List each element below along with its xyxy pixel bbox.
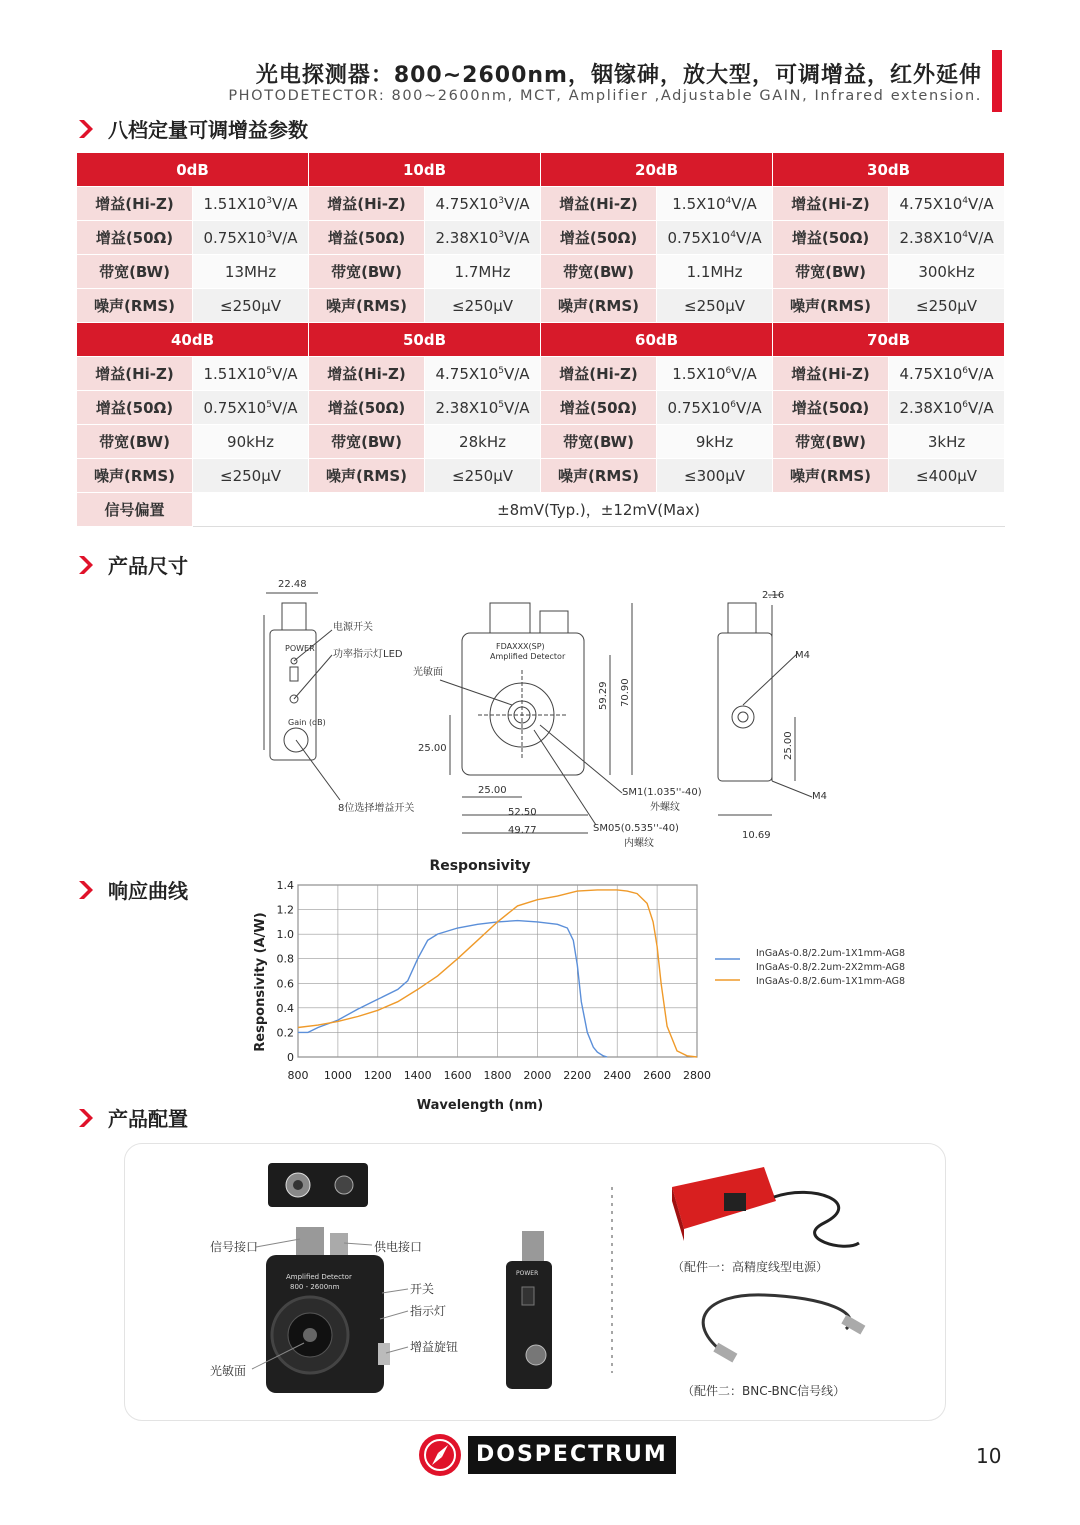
value-unit: V/A xyxy=(736,398,762,417)
label-sm05: SM05(0.535''-40) xyxy=(593,823,679,834)
label-gain-switch: 8位选择增益开关 xyxy=(338,803,415,814)
y-tick-label: 0.8 xyxy=(276,952,294,966)
row-label: 增益(Hi-Z) xyxy=(309,357,425,391)
row-value xyxy=(657,391,773,425)
value-unit: V/A xyxy=(968,364,994,383)
row-label: 增益(50Ω) xyxy=(541,221,657,255)
bnc-connector xyxy=(282,603,306,630)
chart-grid xyxy=(298,885,697,1057)
row-value xyxy=(657,187,773,221)
value-mantissa: 2.38X10 xyxy=(899,228,963,247)
row-value xyxy=(425,357,541,391)
row-label: 噪声(RMS) xyxy=(77,289,193,323)
gain-band-header: 60dB xyxy=(541,323,773,357)
side-power-label: POWER xyxy=(516,1270,539,1277)
row-value: 28kHz xyxy=(425,425,541,459)
row-value: 9kHz xyxy=(657,425,773,459)
value-mantissa: 1.5X10 xyxy=(672,194,726,213)
label-signal-port: 信号接口 xyxy=(210,1240,259,1254)
legend-entry: InGaAs-0.8/2.2um-1X1mm-AG8 xyxy=(756,948,906,959)
page-subtitle: PHOTODETECTOR: 800~2600nm, MCT, Amplifier ,Adjustable GAIN, Infrared extension. xyxy=(228,88,982,104)
row-label: 噪声(RMS) xyxy=(773,459,889,493)
value-exponent: 5 xyxy=(498,399,504,410)
value-exponent: 3 xyxy=(266,229,272,240)
row-label: 带宽(BW) xyxy=(773,255,889,289)
row-value xyxy=(193,187,309,221)
row-label: 带宽(BW) xyxy=(309,255,425,289)
power-switch xyxy=(290,667,298,681)
dim-25-left: 25.00 xyxy=(418,743,447,754)
dim-25-bottom: 25.00 xyxy=(478,785,507,796)
gain-band-header: 0dB xyxy=(77,153,309,187)
row-label: 噪声(RMS) xyxy=(773,289,889,323)
row-label: 信号偏置 xyxy=(77,493,193,527)
dim-22-48: 22.48 xyxy=(278,579,307,590)
y-tick-label: 0.6 xyxy=(276,977,294,991)
chart-title: Responsivity xyxy=(429,858,531,874)
row-label: 带宽(BW) xyxy=(541,255,657,289)
chevron-right-icon xyxy=(76,879,98,901)
label-sensor-face: 光敏面 xyxy=(210,1364,247,1378)
front-brand-text: FDAXXX(SP) xyxy=(496,642,545,651)
y-tick-label: 1.0 xyxy=(276,928,294,942)
row-value: 3kHz xyxy=(889,425,1005,459)
x-tick-label: 1600 xyxy=(443,1069,472,1082)
row-label: 带宽(BW) xyxy=(77,255,193,289)
row-value: 90kHz xyxy=(193,425,309,459)
label-int-thread: 内螺纹 xyxy=(624,838,654,849)
chart-xlabel: Wavelength (nm) xyxy=(416,1098,544,1113)
value-unit: V/A xyxy=(271,194,298,213)
row-value: ≤250μV xyxy=(193,289,309,323)
device-side xyxy=(506,1261,552,1389)
value-exponent: 4 xyxy=(730,229,736,240)
row-value: ≤250μV xyxy=(425,289,541,323)
value-unit: V/A xyxy=(271,364,298,383)
brand-logo xyxy=(418,1434,676,1476)
x-tick-label: 2000 xyxy=(523,1069,552,1082)
row-label: 带宽(BW) xyxy=(77,425,193,459)
side-power-text: POWER xyxy=(285,644,315,653)
section-title: 产品尺寸 xyxy=(108,554,188,578)
chevron-right-icon xyxy=(76,1107,98,1129)
offset-value: ±8mV(Typ.)，±12mV(Max) xyxy=(193,493,1005,527)
front-bnc xyxy=(490,603,530,633)
y-tick-label: 0.4 xyxy=(276,1001,294,1015)
chart-legend xyxy=(715,948,905,987)
row-value: ≤400μV xyxy=(889,459,1005,493)
row-label: 增益(Hi-Z) xyxy=(773,357,889,391)
row-label: 增益(50Ω) xyxy=(541,391,657,425)
value-exponent: 3 xyxy=(266,195,272,206)
dimension-drawing xyxy=(250,575,840,855)
row-value: 300kHz xyxy=(889,255,1005,289)
value-exponent: 5 xyxy=(266,399,272,410)
power-connector xyxy=(330,1233,348,1257)
label-power-led: 功率指示灯LED xyxy=(333,649,403,660)
value-mantissa: 2.38X10 xyxy=(899,398,963,417)
x-tick-label: 1000 xyxy=(323,1069,352,1082)
row-label: 增益(50Ω) xyxy=(773,391,889,425)
value-exponent: 3 xyxy=(498,195,504,206)
row-label: 增益(Hi-Z) xyxy=(773,187,889,221)
row-value: 1.7MHz xyxy=(425,255,541,289)
row-label: 增益(Hi-Z) xyxy=(77,357,193,391)
value-exponent: 5 xyxy=(266,365,272,376)
value-exponent: 6 xyxy=(725,365,732,376)
dim-2-16: 2.16 xyxy=(762,590,785,601)
legend-entry: InGaAs-0.8/2.6um-1X1mm-AG8 xyxy=(756,976,906,987)
row-value xyxy=(425,187,541,221)
value-exponent: 4 xyxy=(962,195,969,206)
value-mantissa: 0.75X10 xyxy=(203,228,267,247)
row-label: 噪声(RMS) xyxy=(541,459,657,493)
value-unit: V/A xyxy=(503,398,530,417)
label-sensor-face: 光敏面 xyxy=(413,667,443,678)
value-unit: V/A xyxy=(503,364,530,383)
row-label: 增益(50Ω) xyxy=(309,221,425,255)
row-value xyxy=(193,221,309,255)
label-indicator: 指示灯 xyxy=(410,1304,447,1318)
label-m4-top: M4 xyxy=(795,650,810,661)
row-value xyxy=(657,221,773,255)
page-title: 光电探测器：800~2600nm，铟镓砷，放大型，可调增益，红外延伸 xyxy=(255,63,982,88)
front-model-text: Amplified Detector xyxy=(490,652,566,661)
legend-entry: InGaAs-0.8/2.2um-2X2mm-AG8 xyxy=(756,962,906,973)
bnc-cable-accessory xyxy=(703,1295,865,1363)
value-unit: V/A xyxy=(271,228,298,247)
x-tick-label: 800 xyxy=(287,1069,309,1082)
section-config xyxy=(76,1103,188,1132)
row-value: ≤250μV xyxy=(425,459,541,493)
right-view-body xyxy=(718,633,772,781)
x-tick-label: 1400 xyxy=(403,1069,432,1082)
chevron-right-icon xyxy=(76,118,98,140)
gain-band-header: 10dB xyxy=(309,153,541,187)
row-label: 噪声(RMS) xyxy=(541,289,657,323)
dim-59-29: 59.29 xyxy=(598,681,609,710)
gain-band-header: 50dB xyxy=(309,323,541,357)
label-accessory-2: （配件二：BNC-BNC信号线） xyxy=(682,1384,846,1398)
row-label: 增益(50Ω) xyxy=(773,221,889,255)
header-accent-bar xyxy=(992,50,1002,112)
device-label: Amplified Detector xyxy=(286,1273,352,1281)
value-exponent: 4 xyxy=(725,195,732,206)
value-exponent: 6 xyxy=(962,365,969,376)
value-unit: V/A xyxy=(968,194,994,213)
y-tick-label: 1.2 xyxy=(276,903,294,917)
row-label: 带宽(BW) xyxy=(309,425,425,459)
label-switch: 开关 xyxy=(410,1282,435,1296)
value-unit: V/A xyxy=(968,398,994,417)
row-label: 增益(Hi-Z) xyxy=(309,187,425,221)
row-label: 噪声(RMS) xyxy=(309,289,425,323)
row-label: 带宽(BW) xyxy=(773,425,889,459)
row-value: ≤300μV xyxy=(657,459,773,493)
x-tick-label: 1200 xyxy=(363,1069,392,1082)
row-value xyxy=(889,357,1005,391)
row-label: 增益(50Ω) xyxy=(309,391,425,425)
row-value xyxy=(889,221,1005,255)
row-value xyxy=(193,357,309,391)
label-ext-thread: 外螺纹 xyxy=(650,802,680,813)
value-mantissa: 0.75X10 xyxy=(667,228,731,247)
y-tick-label: 0 xyxy=(287,1051,294,1064)
value-unit: V/A xyxy=(503,194,530,213)
row-label: 噪声(RMS) xyxy=(309,459,425,493)
value-mantissa: 4.75X10 xyxy=(435,364,499,383)
x-tick-label: 1800 xyxy=(483,1069,512,1082)
logo-text: DOSPECTRUM xyxy=(468,1436,676,1474)
label-gain-knob: 增益旋钮 xyxy=(410,1340,459,1354)
value-mantissa: 2.38X10 xyxy=(435,398,499,417)
label-m4-bottom: M4 xyxy=(812,791,827,802)
row-value xyxy=(889,187,1005,221)
value-mantissa: 0.75X10 xyxy=(667,398,731,417)
x-tick-label: 2200 xyxy=(563,1069,592,1082)
value-mantissa: 1.5X10 xyxy=(672,364,726,383)
row-value: ≤250μV xyxy=(193,459,309,493)
power-supply-accessory xyxy=(672,1167,859,1246)
dim-25-right: 25.00 xyxy=(783,731,794,760)
value-exponent: 5 xyxy=(498,365,504,376)
x-tick-label: 2400 xyxy=(603,1069,632,1082)
value-mantissa: 1.51X10 xyxy=(203,364,267,383)
dim-52-50: 52.50 xyxy=(508,807,537,818)
row-value: ≤250μV xyxy=(889,289,1005,323)
row-label: 增益(50Ω) xyxy=(77,391,193,425)
dim-49-77: 49.77 xyxy=(508,825,537,836)
section-title: 产品配置 xyxy=(108,1107,188,1131)
value-unit: V/A xyxy=(271,398,298,417)
gain-spec-table xyxy=(76,152,1005,527)
value-exponent: 6 xyxy=(962,399,969,410)
row-value: 1.1MHz xyxy=(657,255,773,289)
value-mantissa: 4.75X10 xyxy=(899,194,963,213)
label-sm1: SM1(1.035''-40) xyxy=(622,787,702,798)
x-tick-label: 2600 xyxy=(643,1069,672,1082)
value-unit: V/A xyxy=(968,228,994,247)
value-exponent: 3 xyxy=(498,229,504,240)
dim-10-69: 10.69 xyxy=(742,830,771,841)
section-title: 八档定量可调增益参数 xyxy=(108,118,308,142)
row-value: ≤250μV xyxy=(657,289,773,323)
value-mantissa: 2.38X10 xyxy=(435,228,499,247)
section-gain-params xyxy=(76,114,308,143)
responsivity-chart xyxy=(240,852,940,1120)
row-label: 增益(Hi-Z) xyxy=(77,187,193,221)
row-label: 噪声(RMS) xyxy=(77,459,193,493)
gain-band-header: 40dB xyxy=(77,323,309,357)
section-title: 响应曲线 xyxy=(108,879,188,903)
value-exponent: 4 xyxy=(962,229,969,240)
value-unit: V/A xyxy=(731,364,757,383)
device-range: 800 - 2600nm xyxy=(290,1283,340,1291)
y-tick-label: 1.4 xyxy=(276,879,294,892)
x-tick-label: 2800 xyxy=(683,1069,711,1082)
value-exponent: 6 xyxy=(730,399,736,410)
section-dimensions xyxy=(76,550,188,579)
row-label: 增益(Hi-Z) xyxy=(541,187,657,221)
page-number: 10 xyxy=(976,1444,1002,1468)
row-value xyxy=(193,391,309,425)
gain-band-header: 30dB xyxy=(773,153,1005,187)
gain-band-header: 20dB xyxy=(541,153,773,187)
value-mantissa: 4.75X10 xyxy=(435,194,499,213)
label-power-switch: 电源开关 xyxy=(333,622,373,633)
label-power-port: 供电接口 xyxy=(374,1240,423,1254)
value-mantissa: 1.51X10 xyxy=(203,194,267,213)
value-unit: V/A xyxy=(731,194,757,213)
dim-70-90: 70.90 xyxy=(620,678,631,707)
row-value xyxy=(425,221,541,255)
section-response xyxy=(76,875,188,904)
row-label: 带宽(BW) xyxy=(541,425,657,459)
signal-bnc xyxy=(296,1227,324,1257)
series-line xyxy=(298,921,607,1057)
chevron-right-icon xyxy=(76,554,98,576)
row-value xyxy=(425,391,541,425)
gain-band-header: 70dB xyxy=(773,323,1005,357)
row-value: 13MHz xyxy=(193,255,309,289)
chart-ylabel: Responsivity (A/W) xyxy=(253,912,268,1052)
row-value xyxy=(889,391,1005,425)
config-illustrations xyxy=(124,1143,944,1419)
row-label: 增益(Hi-Z) xyxy=(541,357,657,391)
row-value xyxy=(657,357,773,391)
compass-logo-icon xyxy=(418,1433,462,1477)
label-accessory-1: （配件一：高精度线型电源） xyxy=(672,1260,829,1274)
side-gain-text: Gain (dB) xyxy=(288,718,326,727)
dimension-labels xyxy=(278,579,827,849)
value-mantissa: 0.75X10 xyxy=(203,398,267,417)
value-unit: V/A xyxy=(503,228,530,247)
value-unit: V/A xyxy=(736,228,762,247)
row-label: 增益(50Ω) xyxy=(77,221,193,255)
y-tick-label: 0.2 xyxy=(276,1026,294,1040)
value-mantissa: 4.75X10 xyxy=(899,364,963,383)
